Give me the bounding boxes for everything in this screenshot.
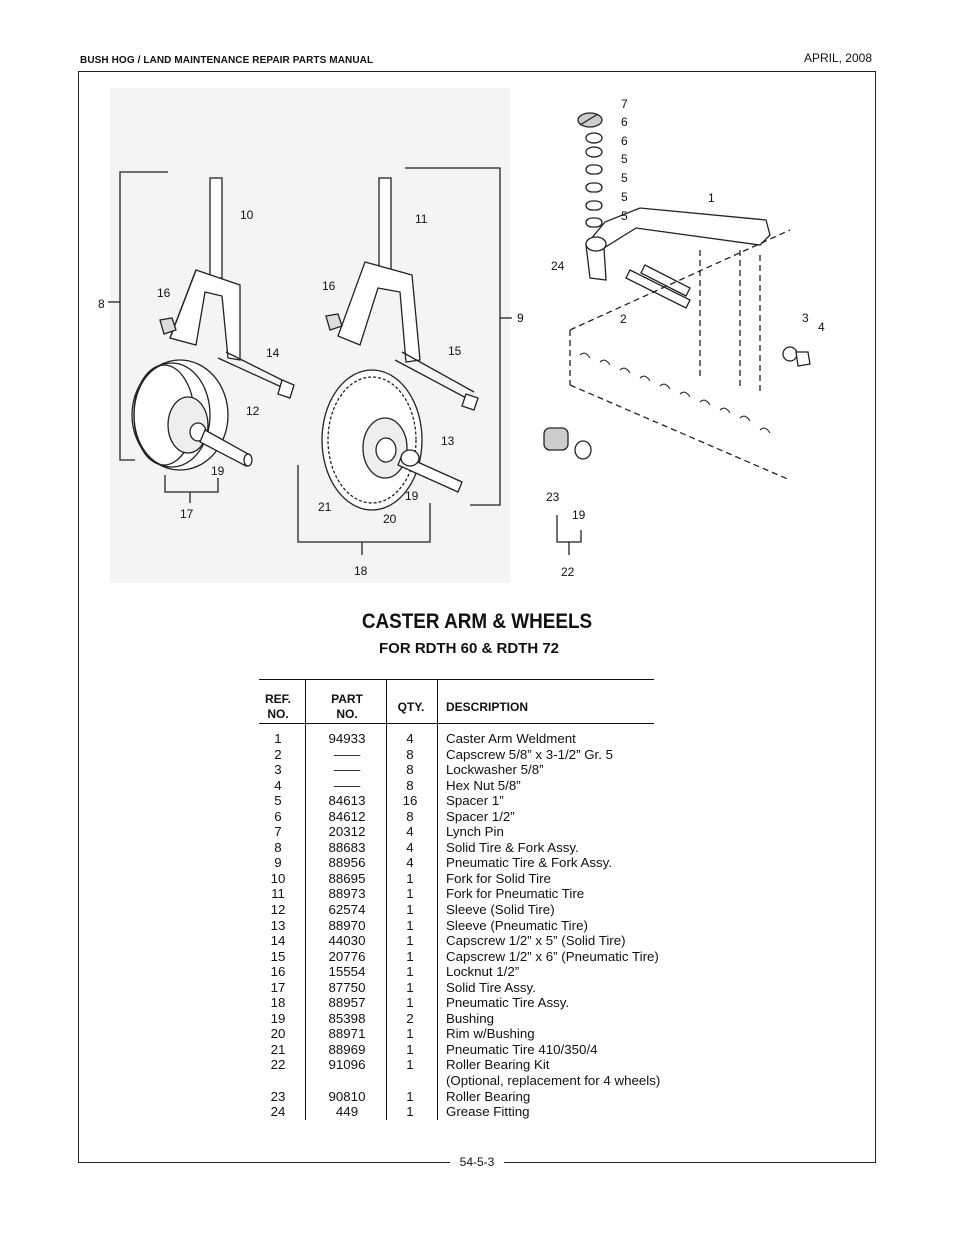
qty-cell: 1 (406, 979, 414, 995)
description-cell: Lynch Pin (446, 824, 504, 840)
callout-24: 24 (551, 259, 565, 273)
table-row (259, 747, 654, 763)
part-number-cell: 84612 (328, 808, 366, 824)
callout-2: 2 (620, 312, 627, 326)
callout-6a: 6 (621, 115, 628, 129)
callout-5b: 5 (621, 171, 628, 185)
table-row (259, 731, 654, 747)
table-row (259, 762, 654, 778)
part-number-cell: 20776 (328, 948, 366, 964)
table-row (259, 840, 654, 856)
qty-cell: 1 (406, 1088, 414, 1104)
table-row (259, 918, 654, 934)
ref-cell: 22 (270, 1057, 286, 1073)
callout-10: 10 (240, 208, 254, 222)
qty-cell: 4 (406, 855, 414, 871)
part-number-cell: 91096 (328, 1057, 366, 1073)
callout-3: 3 (802, 311, 809, 325)
ref-cell: 19 (270, 1010, 286, 1026)
part-number-cell: 94933 (328, 731, 366, 746)
description-cell: Grease Fitting (446, 1104, 530, 1120)
qty-cell: 4 (406, 824, 414, 840)
callout-19b: 19 (405, 489, 419, 503)
manual-title: BUSH HOG / LAND MAINTENANCE REPAIR PARTS MANUAL (80, 55, 374, 66)
qty-header: QTY. (397, 700, 425, 714)
table-row (259, 902, 654, 918)
qty-cell: 1 (406, 870, 414, 886)
part-number-cell: 85398 (328, 1010, 366, 1026)
table-row (259, 871, 654, 887)
description-cell: Spacer 1” (446, 793, 504, 809)
description-cell: Solid Tire Assy. (446, 979, 536, 995)
part-number-cell: 15554 (328, 964, 366, 980)
description-cell: Sleeve (Pneumatic Tire) (446, 917, 588, 933)
part-number-cell: 88683 (328, 839, 366, 855)
ref-cell: 2 (274, 746, 282, 762)
section-subtitle: FOR RDTH 60 & RDTH 72 (378, 640, 560, 657)
callout-5c: 5 (621, 190, 628, 204)
table-row (259, 855, 654, 871)
table-row (259, 1057, 654, 1073)
part-number-cell: 88956 (328, 855, 366, 871)
description-cell: Pneumatic Tire & Fork Assy. (446, 855, 613, 871)
callout-8: 8 (98, 297, 105, 311)
description-cell: Fork for Pneumatic Tire (446, 886, 585, 902)
part-number-cell: —— (333, 777, 361, 793)
ref-cell: 9 (274, 855, 282, 871)
qty-cell: 1 (406, 886, 414, 902)
qty-cell: 1 (406, 933, 414, 949)
ref-cell: 4 (274, 777, 282, 793)
table-row (259, 1011, 654, 1027)
ref-cell: 12 (270, 902, 286, 918)
ref-cell: 3 (274, 762, 282, 778)
part-number-cell: 449 (335, 1104, 359, 1120)
part-number-cell: 62574 (328, 902, 366, 918)
description-cell: Lockwasher 5/8” (446, 762, 544, 778)
page-footer (0, 1155, 954, 1169)
qty-cell: 1 (406, 917, 414, 933)
table-row (259, 824, 654, 840)
part-number-cell: 88971 (328, 1026, 366, 1042)
callout-5d: 5 (621, 209, 628, 223)
part-number-cell: 90810 (328, 1088, 366, 1104)
table-row (259, 948, 659, 965)
date: APRIL, 2008 (803, 51, 872, 65)
description-cell: Rim w/Bushing (446, 1026, 535, 1042)
description-cell: Hex Nut 5/8” (446, 777, 521, 793)
description-cell: Capscrew 5/8” x 3-1/2” Gr. 5 (446, 746, 614, 762)
part-number-cell: 88969 (328, 1041, 366, 1057)
qty-cell: 8 (406, 746, 414, 762)
description-cell: (Optional, replacement for 4 wheels) (446, 1073, 661, 1089)
ref-cell: 21 (270, 1041, 286, 1057)
ref-cell: 16 (270, 964, 286, 980)
qty-cell: 4 (406, 731, 414, 746)
part-header: PART NO. (331, 692, 363, 721)
callout-15: 15 (448, 344, 462, 358)
table-row (259, 1089, 654, 1105)
ref-cell: 24 (270, 1104, 286, 1120)
ref-cell: 5 (274, 793, 282, 809)
callout-21: 21 (318, 500, 332, 514)
ref-cell: 17 (270, 979, 286, 995)
ref-cell: 7 (274, 824, 282, 840)
description-cell: Spacer 1/2” (446, 808, 515, 824)
description-cell: Pneumatic Tire Assy. (446, 995, 570, 1011)
ref-cell: 15 (270, 948, 286, 964)
callout-18: 18 (354, 564, 368, 578)
qty-cell: 1 (406, 902, 414, 918)
qty-cell: 1 (406, 964, 414, 980)
table-body (259, 731, 661, 1120)
ref-header: REF. NO. (264, 692, 291, 721)
ref-cell: 18 (270, 995, 286, 1011)
qty-cell: 4 (406, 839, 414, 855)
part-number-cell: —— (333, 762, 361, 778)
part-number-cell: 88957 (328, 995, 366, 1011)
table-row (259, 793, 654, 809)
qty-cell: 8 (406, 808, 414, 824)
part-number-cell: 44030 (328, 933, 366, 949)
table-row (259, 964, 654, 980)
ref-cell: 13 (270, 917, 286, 933)
ref-cell: 8 (274, 839, 282, 855)
callout-22: 22 (561, 565, 575, 579)
table-row (259, 1104, 654, 1120)
callout-4: 4 (818, 320, 825, 334)
page-number: 54-5-3 (450, 1155, 505, 1169)
callout-14: 14 (266, 346, 280, 360)
qty-cell: 16 (402, 793, 418, 809)
table-row (259, 1073, 661, 1089)
table-row (259, 809, 654, 825)
ref-cell: 20 (270, 1026, 286, 1042)
callout-17: 17 (180, 507, 194, 521)
parts-diagram (0, 0, 954, 600)
part-number-cell: 20312 (328, 824, 366, 840)
table-row (259, 778, 654, 794)
part-number-cell: 84613 (328, 793, 366, 809)
qty-cell: 1 (406, 1026, 414, 1042)
table-row (259, 995, 654, 1011)
section-title: CASTER ARM & WHEELS (361, 610, 593, 633)
part-number-cell: —— (333, 746, 361, 762)
description-cell: Bushing (446, 1010, 495, 1026)
ref-cell: 1 (274, 731, 282, 746)
description-cell: Roller Bearing (446, 1088, 531, 1104)
qty-cell: 8 (406, 762, 414, 778)
ref-cell: 14 (270, 933, 286, 949)
description-cell: Solid Tire & Fork Assy. (446, 839, 579, 855)
description-cell: Caster Arm Weldment (446, 731, 576, 746)
callout-19a: 19 (211, 464, 225, 478)
ref-cell: 23 (270, 1088, 286, 1104)
ref-cell: 10 (270, 870, 286, 886)
description-cell: Sleeve (Solid Tire) (446, 902, 555, 918)
qty-cell: 1 (406, 1041, 414, 1057)
qty-cell: 1 (406, 1104, 414, 1120)
description-cell: Fork for Solid Tire (446, 870, 551, 886)
description-cell: Capscrew 1/2” x 6” (Pneumatic Tire) (446, 948, 659, 964)
callout-11: 11 (415, 212, 428, 226)
qty-cell: 8 (406, 777, 414, 793)
ref-cell: 6 (274, 808, 282, 824)
callout-7: 7 (621, 97, 628, 111)
callout-13: 13 (441, 434, 455, 448)
callout-9: 9 (517, 311, 524, 325)
qty-cell: 1 (406, 995, 414, 1011)
description-cell: Locknut 1/2” (446, 964, 520, 980)
qty-cell: 1 (406, 1057, 414, 1073)
description-cell: Capscrew 1/2” x 5” (Solid Tire) (446, 933, 626, 949)
callout-16b: 16 (322, 279, 336, 293)
table-row (259, 1042, 654, 1058)
table-row (259, 1026, 654, 1042)
callout-6b: 6 (621, 134, 628, 148)
callout-23: 23 (546, 490, 560, 504)
qty-cell: 1 (406, 948, 414, 964)
description-cell: Pneumatic Tire 410/350/4 (446, 1041, 598, 1057)
qty-cell: 2 (406, 1010, 414, 1026)
part-number-cell: 88970 (328, 917, 366, 933)
callout-12: 12 (246, 404, 260, 418)
callout-16a: 16 (157, 286, 171, 300)
description-cell: Roller Bearing Kit (446, 1057, 550, 1073)
callout-20: 20 (383, 512, 397, 526)
part-number-cell: 88695 (328, 870, 366, 886)
ref-cell: 11 (271, 886, 285, 902)
part-number-cell: 88973 (328, 886, 366, 902)
table-row (259, 933, 654, 949)
callout-5a: 5 (621, 152, 628, 166)
table-row (259, 886, 654, 902)
callout-1: 1 (708, 191, 715, 205)
description-header: DESCRIPTION (446, 700, 529, 714)
part-number-cell: 87750 (328, 979, 366, 995)
callout-19c: 19 (572, 508, 586, 522)
table-row (259, 980, 654, 996)
